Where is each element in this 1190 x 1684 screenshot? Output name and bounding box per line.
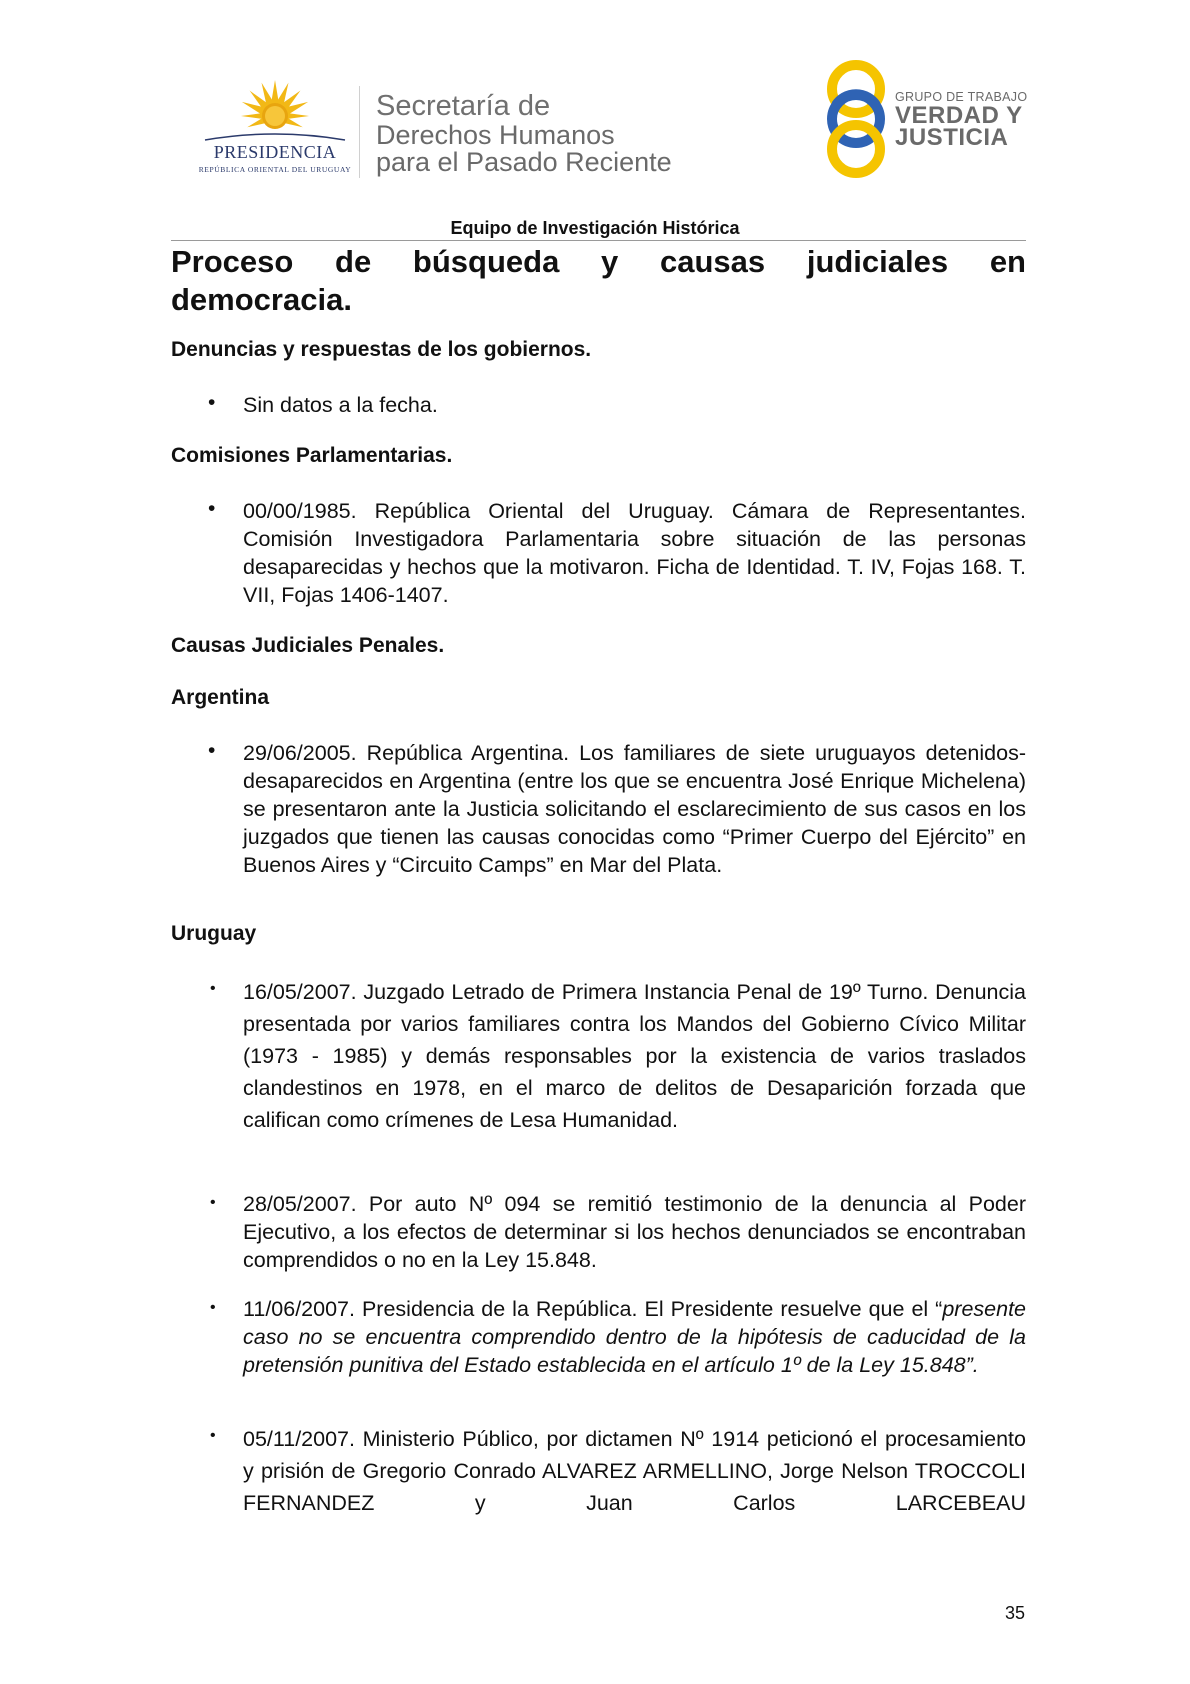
page-number: 35 — [1005, 1603, 1026, 1623]
team-header: Equipo de Investigación Histórica — [450, 218, 740, 238]
heading-argentina: Argentina — [171, 686, 270, 709]
bullet-icon: • — [208, 391, 216, 414]
list-item: 29/06/2005. República Argentina. Los familiares de siete uruguayos detenidos-desaparecidos en Argentina (entre los que se encuentra José Enrique Michelena) se presentaron ante la Justicia solicitando el esclarecimiento de sus casos en los juzgados que tienen las causas conocidas como “Primer Cuerpo del Ejército” en Buenos Aires y “Circuito Camps” en Mar del Plata. — [243, 741, 1026, 877]
bullet-icon: • — [210, 1194, 216, 1211]
justicia-label: JUSTICIA — [895, 124, 1009, 151]
verdad-label: VERDAD Y — [895, 102, 1023, 129]
secretaria-line-3: para el Pasado Reciente — [376, 147, 672, 177]
presidencia-sun-logo — [195, 78, 355, 178]
secretaria-line-2: Derechos Humanos — [376, 120, 615, 150]
list-item: 00/00/1985. República Oriental del Uruguay. Cámara de Representantes. Comisión Investigadora Parlamentaria sobre situación de las personas desaparecidas y hechos que la motivaron. Ficha de Identidad. T. IV, Fojas 168. T. VII, Fojas 1406-1407. — [243, 499, 1026, 607]
heading-comisiones: Comisiones Parlamentarias. — [171, 444, 453, 467]
list-item: 16/05/2007. Juzgado Letrado de Primera Instancia Penal de 19º Turno. Denuncia presentada por varios familiares contra los Mandos del Gobierno Cívico Militar (1973 - 1985) y demás responsables por la existencia de varios traslados clandestinos en 1978, en el marco de delitos de Desaparición forzada que califican como crímenes de Lesa Humanidad. — [243, 980, 1026, 1132]
item-prefix: 11/06/2007. Presidencia de la República. El Presidente resuelve que el “ — [243, 1297, 943, 1321]
page-title — [171, 243, 1026, 319]
list-item: Sin datos a la fecha. — [243, 393, 438, 417]
bullet-icon: • — [210, 1427, 216, 1444]
heading-causas-penales: Causas Judiciales Penales. — [171, 634, 445, 657]
header-divider — [359, 86, 360, 178]
list-item: 05/11/2007. Ministerio Público, por dictamen Nº 1914 peticionó el procesamiento y prisión de Gregorio Conrado ALVAREZ ARMELLINO, Jorge Nelson TROCCOLI FERNANDEZ y Juan Carlos LARCEBEAU — [243, 1427, 1026, 1515]
heading-uruguay: Uruguay — [171, 922, 257, 945]
bullet-icon: • — [208, 497, 216, 520]
bullet-icon: • — [210, 1299, 216, 1316]
bullet-icon: • — [210, 980, 216, 997]
presidencia-subtitle: REPÚBLICA ORIENTAL DEL URUGUAY — [198, 165, 352, 174]
list-item — [243, 1295, 1026, 1379]
presidencia-wordmark: PRESIDENCIA — [213, 142, 337, 162]
bullet-icon: • — [208, 739, 216, 762]
title-line-2: democracia. — [171, 282, 352, 317]
heading-denuncias: Denuncias y respuestas de los gobiernos. — [171, 338, 592, 361]
title-line-1: Proceso de búsqueda y causas judiciales en — [171, 244, 1026, 279]
header-rule — [171, 240, 1026, 241]
secretaria-line-1: Secretaría de — [376, 90, 551, 122]
item-quote: presente caso no se encuentra comprendido dentro de la hipótesis de caducidad de la pretensión punitiva del Estado establecida en el artículo 1º de la Ley 15.848”. — [243, 1297, 1026, 1377]
grupo-trabajo-label: GRUPO DE TRABAJO — [895, 90, 1028, 104]
list-item: 28/05/2007. Por auto Nº 094 se remitió testimonio de la denuncia al Poder Ejecutivo, a los efectos de determinar si los hechos denunciados se encontraban comprendidos o no en la Ley 15.848. — [243, 1192, 1026, 1272]
